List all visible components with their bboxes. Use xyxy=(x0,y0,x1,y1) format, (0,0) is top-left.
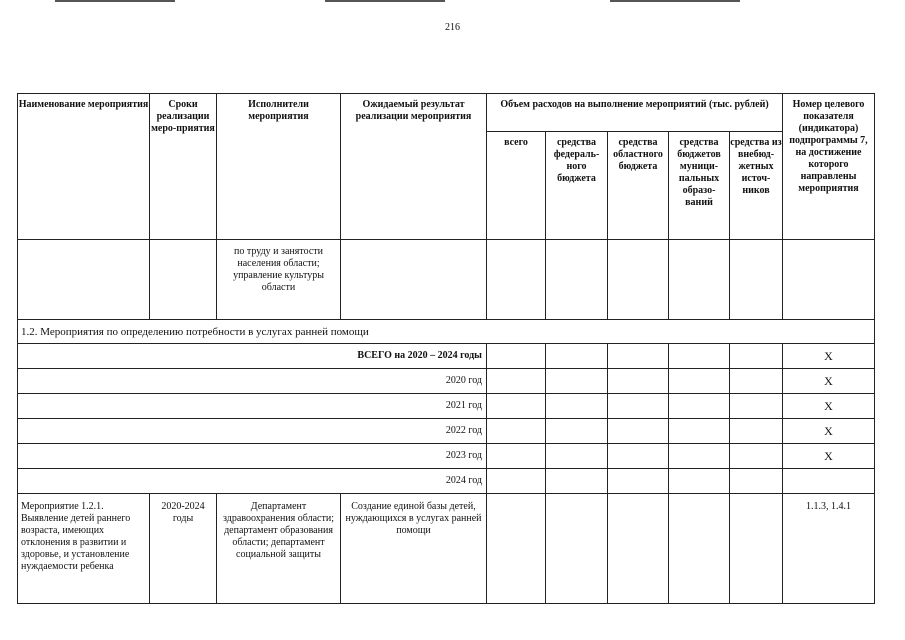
activity-indicator: 1.1.3, 1.4.1 xyxy=(783,494,875,604)
activity-terms: 2020-2024 годы xyxy=(150,494,217,604)
scan-edge-top-left xyxy=(55,0,175,2)
header-indicator: Номер целевого показателя (индикатора) подпрограммы 7, на достижение которого направлены мероприятия xyxy=(783,94,875,240)
header-extra: средства из внебюд-жетных источ-ников xyxy=(730,132,783,240)
header-result: Ожидаемый результат реализации мероприятия xyxy=(341,94,487,240)
continued-executors: по труду и занятости населения области; управление культуры области xyxy=(217,240,341,320)
activities-table xyxy=(17,93,875,604)
header-executors: Исполнители мероприятия xyxy=(217,94,341,240)
year-row-indicator: X xyxy=(783,344,875,369)
activity-executors: Департамент здравоохранения области; департамент образования области; департамент социальной защиты xyxy=(217,494,341,604)
activity-name: Мероприятие 1.2.1. Выявление детей раннего возраста, имеющих отклонения в развитии и здоровье, и установление нуждаемости ребенка xyxy=(18,494,150,604)
header-volume: Объем расходов на выполнение мероприятий (тыс. рублей) xyxy=(487,94,783,132)
header-federal: средства федераль-ного бюджета xyxy=(546,132,608,240)
activity-result: Создание единой базы детей, нуждающихся в услугах ранней помощи xyxy=(341,494,487,604)
year-row-label: 2024 год xyxy=(18,469,487,494)
scan-edge-top-mid xyxy=(325,0,445,2)
year-row-indicator: X xyxy=(783,419,875,444)
year-row-label: 2022 год xyxy=(18,419,487,444)
header-name: Наименование мероприятия xyxy=(18,94,150,240)
year-row-indicator: X xyxy=(783,369,875,394)
section-title: 1.2. Мероприятия по определению потребности в услугах ранней помощи xyxy=(18,320,875,344)
year-row-indicator xyxy=(783,469,875,494)
year-row-label: 2020 год xyxy=(18,369,487,394)
year-row-label: 2021 год xyxy=(18,394,487,419)
year-row-indicator: X xyxy=(783,394,875,419)
scan-edge-top-right xyxy=(610,0,740,2)
header-regional: средства областного бюджета xyxy=(608,132,669,240)
year-row-label: ВСЕГО на 2020 – 2024 годы xyxy=(18,344,487,369)
header-municipal: средства бюджетов муници-пальных образо-ваний xyxy=(669,132,730,240)
year-row-label: 2023 год xyxy=(18,444,487,469)
year-row-indicator: X xyxy=(783,444,875,469)
page-number: 216 xyxy=(445,22,460,33)
header-terms: Сроки реализации меро-приятия xyxy=(150,94,217,240)
header-total: всего xyxy=(487,132,546,240)
